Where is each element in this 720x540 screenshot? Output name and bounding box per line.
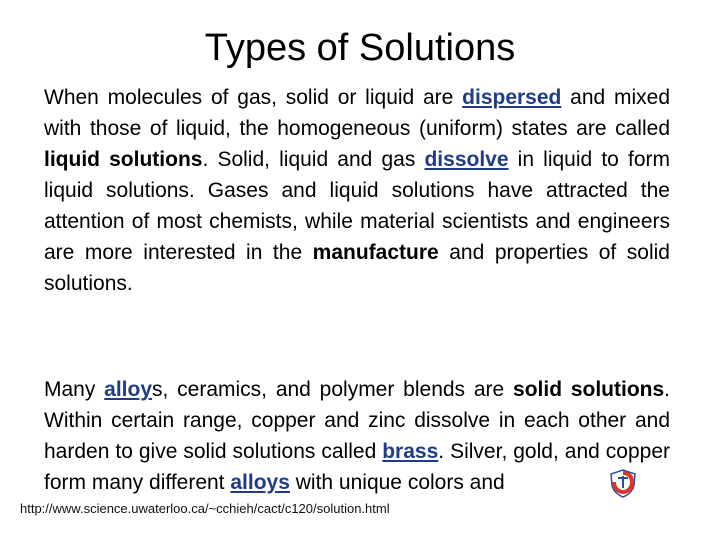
text-run: . Within certain range, copper and zinc dissolve in each other and harden to give solid solutions called <box>44 378 671 463</box>
text-run: and mixed with those of liquid, the homogeneous (uniform) states are called <box>44 86 671 140</box>
keyword-link-alloy[interactable]: alloy <box>104 378 153 401</box>
keyword-link-brass[interactable]: brass <box>382 440 439 463</box>
text-run: in liquid to form liquid solutions. Gases and liquid solutions have attracted the attention of most chemists, while material scientists and engineers are more interested in the <box>44 148 670 264</box>
keyword-link-dissolve[interactable]: dissolve <box>424 148 509 171</box>
text-run: with unique colors and <box>289 471 505 494</box>
text-run: . Solid, liquid and gas <box>202 148 425 171</box>
term-liquid-solutions: liquid solutions <box>44 148 203 171</box>
footer-source-url[interactable]: http://www.science.uwaterloo.ca/~cchieh/cact/c120/solution.html <box>20 501 390 516</box>
keyword-link-dispersed[interactable]: dispersed <box>462 86 562 109</box>
text-run: . Silver, gold, and copper form many different <box>44 440 670 494</box>
text-run: Many <box>44 378 105 401</box>
term-solid-solutions: solid solutions <box>513 378 665 401</box>
slide-title: Types of Solutions <box>204 27 516 69</box>
paragraph-liquid-solutions <box>44 82 670 299</box>
text-run: When molecules of gas, solid or liquid are <box>44 86 463 109</box>
term-manufacture: manufacture <box>312 241 439 264</box>
waterloo-crest-icon <box>608 468 638 498</box>
keyword-link-alloys[interactable]: alloys <box>230 471 290 494</box>
text-run: s, ceramics, and polymer blends are <box>152 378 514 401</box>
paragraph-solid-solutions <box>44 374 670 498</box>
text-run: and properties of solid solutions. <box>44 241 670 295</box>
